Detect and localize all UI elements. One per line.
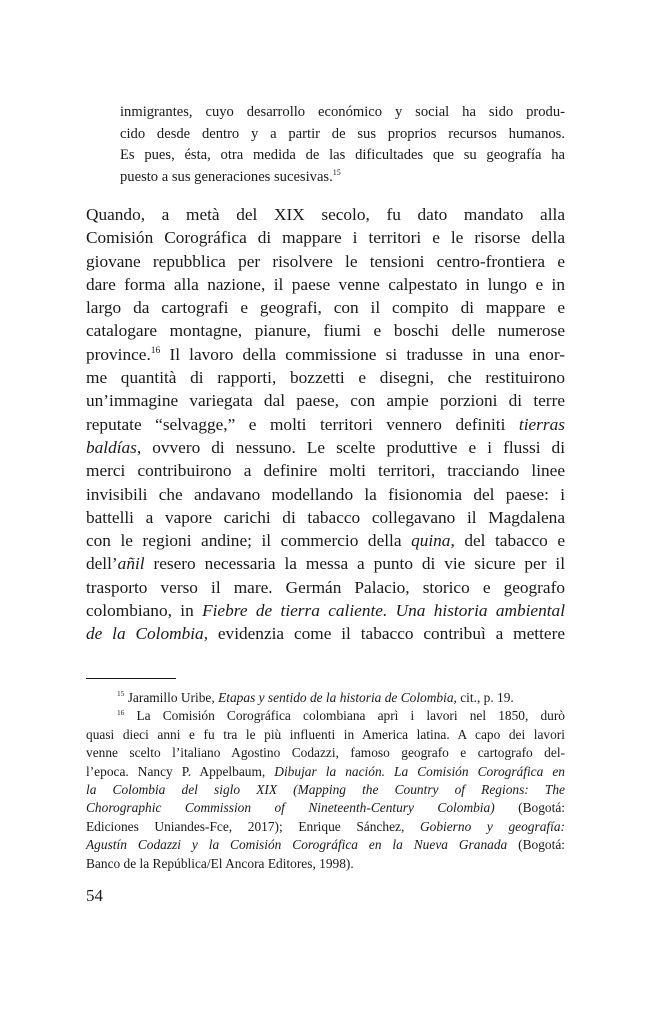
body-text: Il lavoro della commissione si tradusse in una enor- — [160, 344, 565, 364]
body-text: resero necessaria la messa a punto di vie sicure per il — [144, 554, 565, 574]
quote-line: Es pues, ésta, otra medida de las dificultades que su geografía ha — [120, 147, 565, 164]
body-text: , del tabacco e — [450, 531, 565, 551]
footnote-16-line — [86, 818, 565, 836]
body-line — [86, 436, 565, 459]
footnote-text: Jaramillo Uribe, — [124, 690, 219, 705]
footnote-16-line: quasi dieci anni e fu tra le più influenti in America latina. A capo dei lavori — [86, 726, 565, 742]
footnote-number: 15 — [117, 689, 125, 699]
italic-title: Etapas y sentido de la historia de Colombia — [218, 690, 454, 705]
quote-line: cido desde dentro y a partir de sus proprios recursos humanos. — [120, 125, 565, 142]
italic-title: Fiebre de tierra caliente. Una historia ambiental — [202, 601, 565, 621]
footnote-ref-16[interactable]: 16 — [150, 345, 161, 356]
body-line — [86, 343, 565, 366]
footnote-16-line: Banco de la República/El Ancora Editores, 1998). — [86, 855, 354, 871]
italic-term: añil — [117, 554, 145, 574]
body-line — [86, 599, 565, 622]
footnote-separator — [86, 678, 176, 679]
footnote-ref-15[interactable]: 15 — [332, 167, 341, 177]
footnote-text: l’epoca. Nancy P. Appelbaum, — [86, 763, 275, 779]
footnote-number: 16 — [117, 707, 125, 717]
quote-line — [120, 167, 565, 189]
body-line: largo da cartografi e geografi, con il compito di mappare e — [86, 298, 565, 318]
footnote-16-line — [86, 707, 565, 725]
body-text: colombiano, in — [86, 601, 203, 621]
body-line: un’immagine variegata dal paese, con ampie porzioni di terre — [86, 391, 565, 411]
body-line — [86, 413, 565, 436]
italic-term: tierras — [518, 414, 565, 434]
body-line — [86, 529, 565, 552]
italic-title: Dibujar la nación. La Comisión Corográfica en — [274, 763, 566, 779]
body-text: dell’ — [86, 554, 118, 574]
footnote-text: (Bogotá: — [507, 837, 565, 853]
italic-title: Gobierno y geografía: — [419, 818, 565, 834]
body-line: Quando, a metà del XIX secolo, fu dato mandato alla — [86, 205, 565, 224]
footnote-text: La Comisión Corográfica colombiana aprì i lavori nel 1850, durò — [124, 708, 565, 724]
italic-title: de la Colombia — [86, 624, 204, 644]
page-number: 54 — [86, 886, 103, 905]
italic-title: la Colombia del siglo XIX (Mapping the Country of Regions: The — [86, 782, 565, 798]
footnote-16-line — [86, 836, 565, 854]
footnote-16-line: venne scelto l’italiano Agostino Codazzi, famoso geografo e cartografo del- — [86, 745, 565, 761]
footnote-text: , cit., p. 19. — [453, 690, 514, 705]
italic-term: baldías — [86, 437, 137, 457]
footnote-text: Ediciones Uniandes-Fce, 2017); Enrique Sánchez, — [86, 818, 420, 834]
footnote-16-line — [86, 763, 565, 781]
body-text: , evidenzia come il tabacco contribuì a mettere — [203, 624, 565, 644]
body-line: giovane repubblica per risolvere le tensioni centro-frontiera e — [86, 251, 565, 271]
body-line: invisibili che andavano modellando la fisionomia del paese: i — [86, 484, 565, 504]
quote-line-text: puesto a sus generaciones sucesivas. — [120, 168, 333, 185]
block-quote — [120, 102, 565, 188]
italic-term: quina — [411, 531, 451, 551]
footnote-16-line — [86, 799, 565, 817]
italic-title: Agustín Codazzi y la Comisión Corográfica en la Nueva Granada — [86, 837, 508, 853]
body-line: Comisión Corográfica di mappare i territori e le risorse della — [86, 228, 565, 248]
italic-title: Chorographic Commission of Nineteenth-Century Colombia) — [86, 800, 495, 816]
body-line: merci contribuirono a definire molti territori, tracciando linee — [86, 461, 565, 481]
footnote-15 — [86, 689, 565, 707]
body-text: province. — [86, 344, 151, 364]
quote-line: inmigrantes, cuyo desarrollo económico y social ha sido produ- — [120, 104, 565, 120]
footnotes — [86, 689, 565, 873]
body-text: reputate “selvagge,” e molti territori vennero definiti — [86, 414, 519, 434]
body-paragraph — [86, 203, 565, 646]
body-line: battelli a vapore carichi di tabacco collegavano il Magdalena — [86, 507, 565, 527]
body-line: trasporto verso il mare. Germán Palacio, storico e geografo — [86, 577, 565, 597]
footnote-16-line — [86, 781, 565, 799]
body-line: me quantità di rapporti, bozzetti e disegni, che restituirono — [86, 368, 565, 388]
body-line — [86, 552, 565, 575]
body-line: dare forma alla nazione, il paese venne calpestato in lungo e in — [86, 274, 565, 294]
body-line: catalogare montagne, pianure, fiumi e boschi delle numerose — [86, 321, 565, 341]
body-text: , ovvero di nessuno. Le scelte produttive e i flussi di — [136, 437, 565, 457]
body-text: con le regioni andine; il commercio della — [86, 531, 412, 551]
footnote-text: (Bogotá: — [494, 800, 565, 816]
body-line — [86, 622, 565, 645]
